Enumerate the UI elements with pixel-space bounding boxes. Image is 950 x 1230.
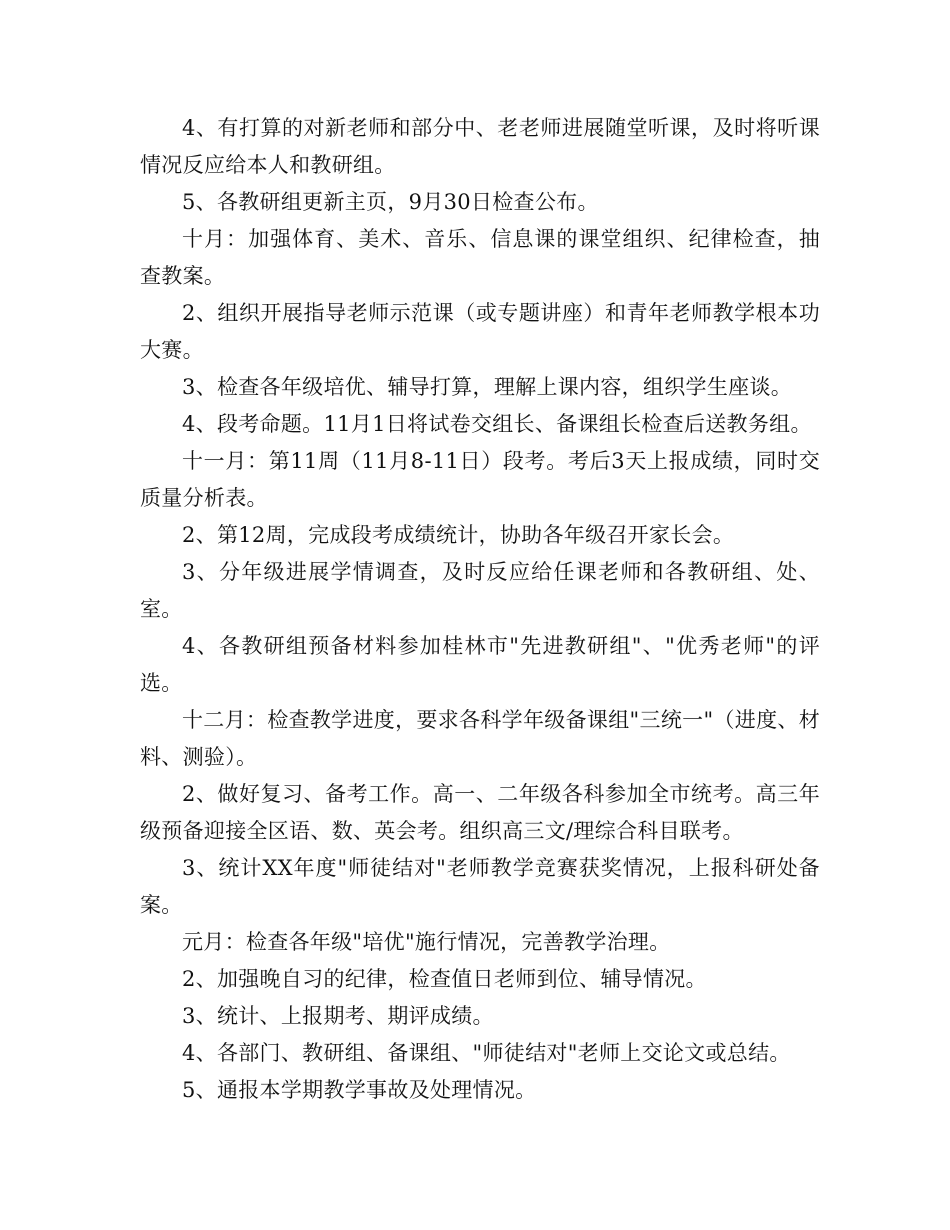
paragraph: 4、各部门、教研组、备课组、"师徒结对"老师上交论文或总结。 [182,1041,791,1065]
paragraph: 2、做好复习、备考工作。高一、二年级各科参加全市统考。高三年级预备迎接全区语、数、英会考。组织高三文/理综合科目联考。 [140,782,820,843]
document-body [140,110,820,1109]
paragraph: 2、第12周，完成段考成绩统计，协助各年级召开家长会。 [182,523,735,547]
paragraph: 5、各教研组更新主页，9月30日检查公布。 [182,190,599,214]
paragraph: 4、段考命题。11月1日将试卷交组长、备课组长检查后送教务组。 [182,412,812,436]
paragraph: 2、组织开展指导老师示范课（或专题讲座）和青年老师教学根本功大赛。 [140,301,820,362]
paragraph: 3、检查各年级培优、辅导打算，理解上课内容，组织学生座谈。 [182,375,793,399]
paragraph: 十二月：检查教学进度，要求各科学年级备课组"三统一"（进度、材料、测验）。 [140,708,820,769]
paragraph: 元月：检查各年级"培优"施行情况，完善教学治理。 [182,930,671,954]
paragraph: 4、有打算的对新老师和部分中、老老师进展随堂听课，及时将听课情况反应给本人和教研组。 [140,116,820,177]
paragraph: 十月：加强体育、美术、音乐、信息课的课堂组织、纪律检查，抽查教案。 [140,227,820,288]
paragraph: 5、通报本学期教学事故及处理情况。 [182,1078,537,1102]
paragraph: 2、加强晚自习的纪律，检查值日老师到位、辅导情况。 [182,967,707,991]
paragraph: 4、各教研组预备材料参加桂林市"先进教研组"、"优秀老师"的评选。 [140,634,820,695]
paragraph: 3、统计、上报期考、期评成绩。 [182,1004,494,1028]
paragraph: 3、分年级进展学情调查，及时反应给任课老师和各教研组、处、室。 [140,560,820,621]
paragraph: 十一月：第11周（11月8-11日）段考。考后3天上报成绩，同时交质量分析表。 [140,449,820,510]
paragraph: 3、统计XX年度"师徒结对"老师教学竞赛获奖情况，上报科研处备案。 [140,856,820,917]
